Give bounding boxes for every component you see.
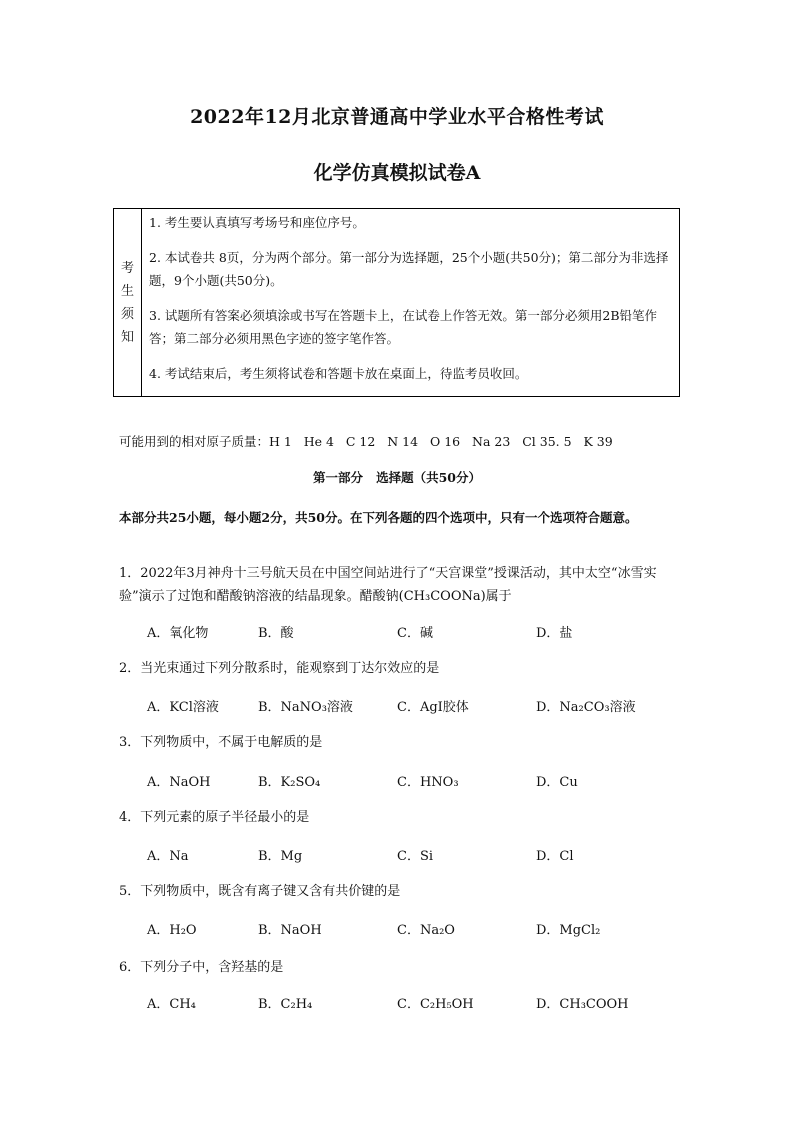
option-a: A．NaOH [147, 775, 211, 790]
atomic-mass-line: 可能用到的相对原子质量：H 1 He 4 C 12 N 14 O 16 Na 23 Cl 35. 5 K 39 [119, 434, 613, 449]
option-a: A．KCl溶液 [147, 700, 219, 715]
option-c: C．碱 [397, 626, 433, 641]
option-b: B．NaOH [258, 923, 322, 938]
question-2-options [147, 696, 707, 718]
option-a: A．氧化物 [147, 626, 209, 641]
question-6-stem: 6．下列分子中，含羟基的是 [119, 960, 284, 975]
question-2-stem: 2．当光束通过下列分散系时，能观察到丁达尔效应的是 [119, 661, 440, 676]
notice-body [142, 209, 679, 396]
question-3-stem: 3．下列物质中，不属于电解质的是 [119, 735, 323, 750]
option-d: D．盐 [536, 626, 573, 641]
notice-label-char: 知 [120, 329, 134, 345]
option-b: B．酸 [258, 626, 294, 641]
option-d: D．Cu [536, 775, 578, 790]
option-a: A．H₂O [147, 923, 197, 938]
exam-subtitle: 化学仿真模拟试卷A [313, 162, 481, 184]
option-c: C．AgI胶体 [397, 700, 469, 715]
option-b: B．NaNO₃溶液 [258, 700, 353, 715]
notice-item: 1. 考生要认真填写考场号和座位序号。 [149, 215, 365, 230]
notice-item: 3. 试题所有答案必须填涂或书写在答题卡上，在试卷上作答无效。第一部分必须用2B铅笔作答；第二部分必须用黑色字迹的签字笔作答。 [149, 308, 658, 346]
question-5-stem: 5．下列物质中，既含有离子键又含有共价键的是 [119, 884, 401, 899]
question-1-options [147, 622, 707, 644]
question-4-stem: 4．下列元素的原子半径最小的是 [119, 810, 310, 825]
option-b: B．C₂H₄ [258, 997, 313, 1012]
option-c: C．Na₂O [397, 923, 455, 938]
option-a: A．Na [147, 849, 189, 864]
question-6-options [147, 993, 707, 1015]
exam-title: 2022年12月北京普通高中学业水平合格性考试 [190, 106, 604, 128]
notice-label-char: 生 [120, 283, 134, 299]
option-b: B．K₂SO₄ [258, 775, 321, 790]
option-b: B．Mg [258, 849, 303, 864]
question-5-options [147, 919, 707, 941]
question-4-options [147, 845, 707, 867]
notice-label-char: 须 [120, 306, 134, 322]
notice-label [114, 209, 142, 396]
notice-label-char: 考 [120, 260, 134, 276]
notice-item: 4. 考试结束后，考生须将试卷和答题卡放在桌面上，待监考员收回。 [149, 366, 528, 381]
option-a: A．CH₄ [147, 997, 196, 1012]
option-d: D．Na₂CO₃溶液 [536, 700, 636, 715]
option-c: C．HNO₃ [397, 775, 459, 790]
section-instructions: 本部分共25小题，每小题2分，共50分。在下列各题的四个选项中，只有一个选项符合题意。 [119, 510, 638, 525]
question-3-options [147, 771, 707, 793]
option-d: D．Cl [536, 849, 574, 864]
option-c: C．C₂H₅OH [397, 997, 474, 1012]
option-d: D．MgCl₂ [536, 923, 601, 938]
candidate-notice-box [113, 208, 680, 397]
option-c: C．Si [397, 849, 434, 864]
notice-item: 2. 本试卷共 8页，分为两个部分。第一部分为选择题，25个小题(共50分)；第二部分为非选择题，9个小题(共50分)。 [149, 250, 669, 288]
option-d: D．CH₃COOH [536, 997, 629, 1012]
question-1-stem: 1．2022年3月神舟十三号航天员在中国空间站进行了“天宫课堂”授课活动，其中太空“冰雪实验”演示了过饱和醋酸钠溶液的结晶现象。醋酸钠(CH₃COONa)属于 [119, 566, 657, 604]
section-title: 第一部分 选择题（共50分） [313, 470, 481, 485]
